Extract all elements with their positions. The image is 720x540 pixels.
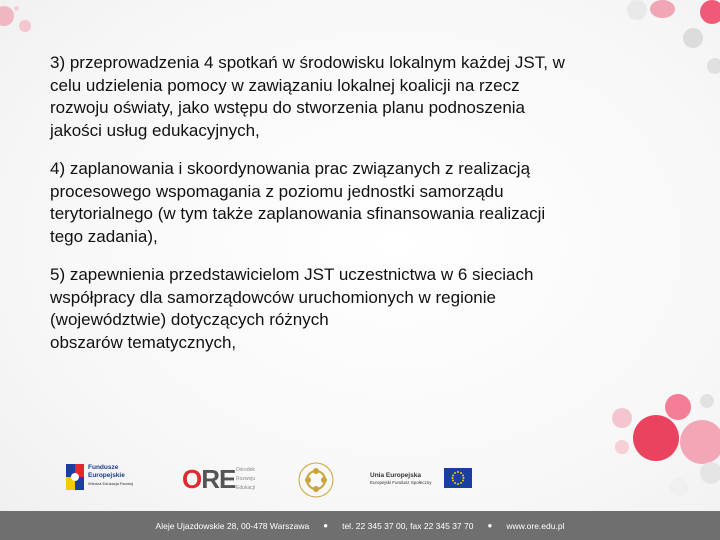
decor-dot (700, 0, 720, 24)
ore-re: RE (201, 464, 236, 494)
paragraph-3: 3) przeprowadzenia 4 spotkań w środowisku lokalnym każdej JST, w celu udzielenia pomocy w zawiązaniu lokalnej koalicji na rzecz rozwoju oświaty, jako wstępu do stworzenia planu podnoszenia jakości usług edukacyjnych, (50, 53, 565, 140)
decor-dot (665, 394, 691, 420)
paragraph-4: 4) zaplanowania i skoordynowania prac związanych z realizacją procesowego wspomagania z poziomu jednostki samorządu terytorialnego (w tym także zaplanowania sfinansowania realizacji tego zadania), (50, 159, 546, 246)
decor-dot (680, 420, 720, 464)
decor-dot (0, 6, 14, 26)
fe-title: Fundusze Europejskie (88, 464, 125, 479)
ore-logo (182, 460, 272, 500)
footer-address: Aleje Ujazdowskie 28, 00-478 Warszawa (155, 520, 310, 531)
decor-dot (707, 58, 720, 74)
decor-dot (14, 6, 19, 11)
decor-dot (627, 0, 647, 20)
emblem-icon (296, 460, 336, 500)
decor-dot (633, 415, 679, 461)
slide-content (50, 52, 670, 370)
ue-title: Unia Europejska (370, 472, 421, 479)
eu-flag-icon (444, 468, 472, 488)
paragraph-5: 5) zapewnienia przedstawicielom JST uczestnictwa w 6 sieciach współpracy dla samorządowców uruchomionych w regionie (województwie) dotyczących różnych obszarów tematycznych, (50, 265, 534, 352)
fe-subtitle: Wiedza Edukacja Rozwój (88, 481, 134, 486)
footer-bar (0, 511, 720, 540)
fundusze-europejskie-logo (66, 460, 146, 496)
ore-subtitle: Ośrodek Rozwoju Edukacji (236, 467, 256, 491)
decor-dot (615, 440, 629, 454)
logo-strip (0, 460, 720, 510)
fe-flag-icon (66, 464, 84, 490)
decor-dot (700, 394, 714, 408)
footer-separator: ● (487, 521, 493, 530)
ue-subtitle: Europejski Fundusz Społeczny (370, 480, 432, 485)
footer-phone: tel. 22 345 37 00, fax 22 345 37 70 (342, 520, 474, 531)
footer-separator: ● (323, 521, 329, 530)
decor-dot (683, 28, 703, 48)
footer-website-link[interactable]: www.ore.edu.pl (506, 520, 565, 531)
decor-dot (650, 0, 675, 18)
unia-europejska-logo (370, 460, 474, 500)
ore-o: O (182, 464, 202, 494)
emblem-logo (296, 460, 336, 500)
decor-dot (612, 408, 632, 428)
decor-dot (19, 20, 31, 32)
